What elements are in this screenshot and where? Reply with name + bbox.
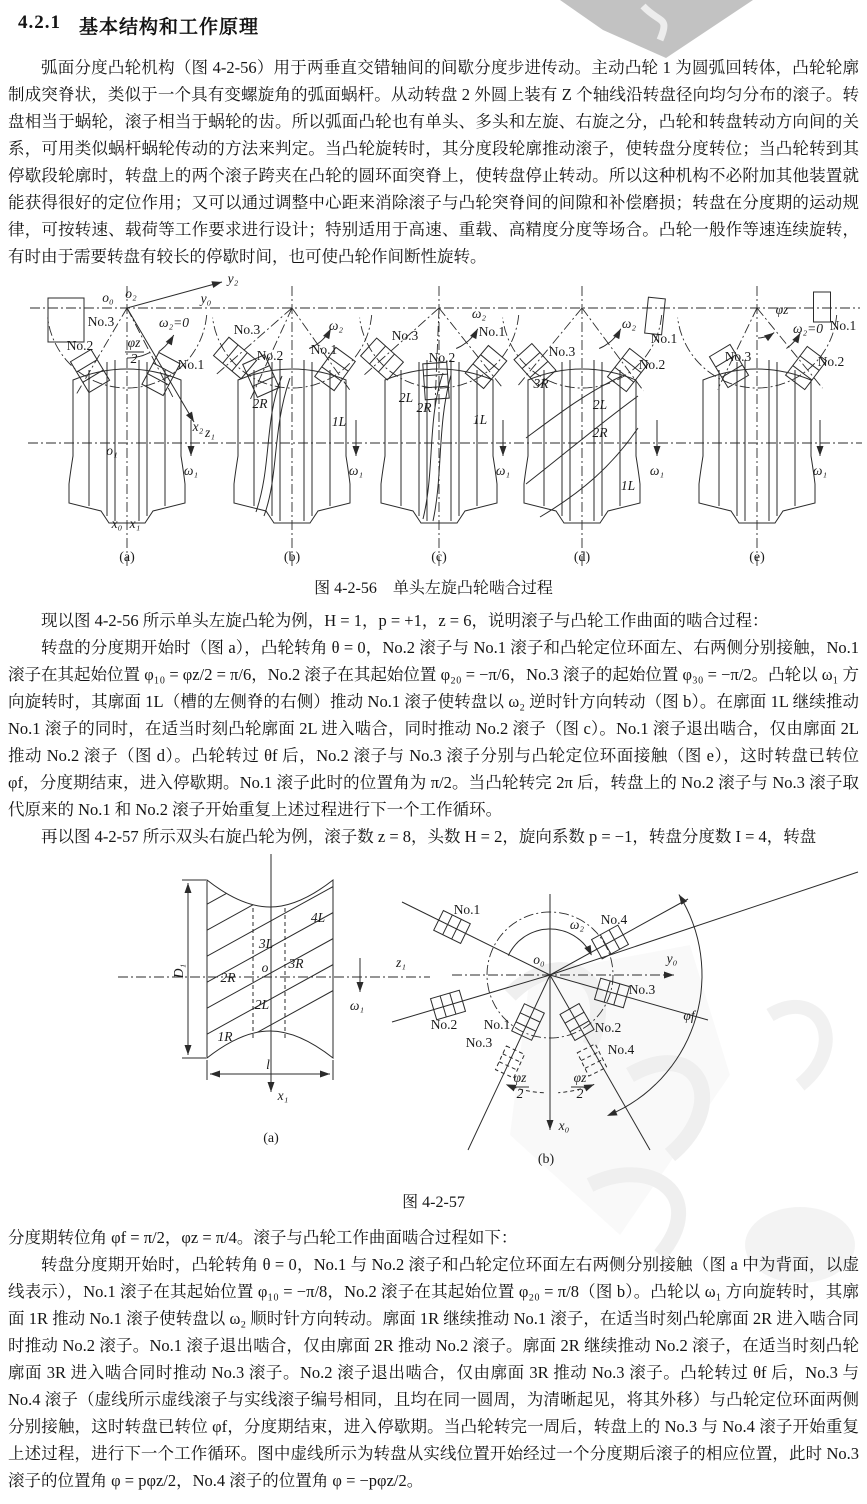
figure-label: ω₂ xyxy=(621,316,637,331)
figure-label: No.1 xyxy=(453,902,481,917)
figure-label: ω₁ xyxy=(349,998,365,1013)
figure-label: φz xyxy=(513,1070,527,1085)
figure-4-2-57-caption: 图 4-2-57 xyxy=(402,1194,465,1211)
figure-label: No.1 xyxy=(177,357,205,372)
paragraph-example1-lead: 现以图 4-2-56 所示单头左旋凸轮为例，H = 1，p = +1，z = 6，说明滚子与凸轮工作曲面的啮合过程： xyxy=(41,611,769,630)
figure-label: x₁ xyxy=(129,516,141,531)
figure-label: x₁ xyxy=(277,1088,289,1103)
figure-label: o₁ xyxy=(106,443,118,458)
figure-label: 3L xyxy=(258,936,274,951)
panel-tag: (e) xyxy=(749,550,765,565)
figure-label: z₁ xyxy=(205,425,215,440)
panel-tag: (a) xyxy=(263,1131,279,1146)
figure-label: ω₁ xyxy=(348,463,364,478)
figure-label: No.2 xyxy=(256,348,284,363)
figure-label: 1L xyxy=(620,478,636,493)
figure-4-2-56 xyxy=(0,270,867,570)
figure-label: 2L xyxy=(254,997,270,1012)
figure-label: D₁ xyxy=(171,963,186,979)
figure-label: φf xyxy=(683,1008,695,1023)
figure-label: ω₁ xyxy=(495,463,511,478)
paragraph-example1-process: 转盘的分度期开始时（图 a），凸轮转角 θ = 0，No.2 滚子与 No.1 滚子和凸轮定位环面左、右两侧分别接触，No.1 滚子在其起始位置 φ₁₀ = φz/2 = π/6，No.2 滚子在其起始位置 φ₂₀ = −π/6，No.3 滚子的起始位置 φ₃₀ = −π/2。凸轮以 ω₁ 方向旋转时，其廓面 1L（槽的左侧脊的右侧）推动 No.1 滚子使转盘以 ω₂ 逆时针方向转动（图 b）。在廓面 1L 继续推动 No.1 滚子的同时，在适当时刻凸轮廓面 2L 进入啮合，同时推动 No.2 滚子（图 c）。No.1 滚子退出啮合，仅由廓面 2L 推动 No.2 滚子（图 d）。凸轮转过 θf 后，No.2 滚子与 No.3 滚子分别与凸轮定位环面接触（图 e），这时转盘已转位 φf，分度期结束，进入停歇期。No.1 滚子此时的位置角为 π/2。当凸轮转完 2π 后，转盘上的 No.2 滚子与 No.3 滚子取代原来的 No.1 和 No.2 滚子开始重复上述过程进行下一个工作循环。 xyxy=(8,638,859,819)
figure-label: 2L xyxy=(398,390,414,405)
figure-label: No.2 xyxy=(817,354,845,369)
panel-tag: (c) xyxy=(431,550,447,565)
figure-label: ω₂ xyxy=(569,917,585,932)
figure-label: No.4 xyxy=(607,1042,635,1057)
figure-label: No.3 xyxy=(233,322,261,337)
paragraph-example2-lead: 再以图 4-2-57 所示双头右旋凸轮为例，滚子数 z = 8，头数 H = 2，旋向系数 p = −1，转盘分度数 I = 4，转盘 xyxy=(41,827,817,846)
figure-label: 1L xyxy=(331,414,347,429)
figure-label: 3R xyxy=(288,956,304,971)
figure-label: ω₂ xyxy=(471,306,487,321)
figure-label: ω₁ xyxy=(649,463,665,478)
figure-label: No.2 xyxy=(66,338,94,353)
figure-label: 2R xyxy=(592,425,608,440)
panel-tag: (d) xyxy=(573,550,591,565)
figure-label: l xyxy=(266,1057,270,1072)
panel-tag: (a) xyxy=(119,550,135,565)
panel-tag: (b) xyxy=(537,1152,555,1167)
figure-label: x₀ xyxy=(111,516,123,531)
section-title: 基本结构和工作原理 xyxy=(79,17,260,38)
figure-label: No.1 xyxy=(650,331,678,346)
figure-label: No.3 xyxy=(87,314,115,329)
figure-label: y₂ xyxy=(227,271,239,286)
figure-label: 2L xyxy=(592,397,608,412)
panel-tag: (b) xyxy=(283,550,301,565)
figure-label: 1L xyxy=(472,412,488,427)
figure-label: No.3 xyxy=(724,349,752,364)
figure-label: 2R xyxy=(220,970,236,985)
figure-4-2-57 xyxy=(0,850,867,1180)
figure-label: 2R xyxy=(416,400,432,415)
figure-label: No.1 xyxy=(829,318,857,333)
figure-label: o₀ xyxy=(533,952,545,967)
figure-label: o₂ xyxy=(125,286,137,301)
figure-label: y₀ xyxy=(666,951,678,966)
figure-label: 2 xyxy=(516,1086,524,1101)
figure-label: φz xyxy=(573,1070,587,1085)
figure-label: No.3 xyxy=(391,328,419,343)
figure-label: No.1 xyxy=(310,342,338,357)
figure-label: φz xyxy=(127,335,141,350)
figure-label: o₀ xyxy=(102,290,114,305)
paragraph-example2-continued: 分度期转位角 φf = π/2，φz = π/4。滚子与凸轮工作曲面啮合过程如下： xyxy=(8,1228,518,1247)
figure-label: 3R xyxy=(533,376,549,391)
figure-label: No.4 xyxy=(600,912,628,927)
figure-label: o xyxy=(261,960,269,975)
figure-label: No.1 xyxy=(483,1017,511,1032)
figure-label: No.2 xyxy=(428,350,456,365)
figure-label: ω₁ xyxy=(812,463,828,478)
figure-label: 2 xyxy=(576,1086,584,1101)
figure-label: No.3 xyxy=(628,982,656,997)
figure-label: ω₂=0 xyxy=(792,321,824,336)
figure-label: ω₁ xyxy=(183,463,199,478)
figure-label: No.1 xyxy=(478,324,506,339)
figure-label: No.2 xyxy=(594,1020,622,1035)
figure-label: 2R xyxy=(252,396,268,411)
figure-label: x₂ xyxy=(192,419,204,434)
figure-label: z₁ xyxy=(396,955,406,970)
paragraph-example2-process: 转盘分度期开始时，凸轮转角 θ = 0，No.1 与 No.2 滚子和凸轮定位环面左右两侧分别接触（图 a 中为背面，以虚线表示），No.1 滚子在其起始位置 φ₁₀ = −π/8，No.2 滚子在其起始位置 φ₂₀ = π/8（图 b）。凸轮以 ω₁ 方向旋转时，其廓面 1R 推动 No.1 滚子使转盘以 ω₂ 顺时针方向转动。廓面 1R 继续推动 No.1 滚子，在适当时刻凸轮廓面 2R 进入啮合同时推动 No.2 滚子。No.1 滚子退出啮合，仅由廓面 2R 推动 No.2 滚子。廓面 2R 继续推动 No.2 滚子，在适当时刻凸轮廓面 3R 进入啮合同时推动 No.3 滚子。No.2 滚子退出啮合，仅由廓面 3R 推动 No.3 滚子。凸轮转过 θf 后，No.3 与 No.4 滚子（虚线所示虚线滚子与实线滚子编号相同，且均在同一圆周，为清晰起见，将其外移）与凸轮定位环面两侧分别接触，这时转盘已转位 φf，分度期结束，进入停歇期。当凸轮转完一周后，转盘上的 No.3 与 No.4 滚子开始重复上述过程，进行下一个工作循环。图中虚线所示为转盘从实线位置开始经过一个分度期后滚子的相应位置，此时 No.3 滚子的位置角 φ = pφz/2，No.4 滚子的位置角 φ = −pφz/2。 xyxy=(8,1255,859,1490)
figure-label: 4L xyxy=(310,910,326,925)
figure-label: No.3 xyxy=(548,344,576,359)
section-heading xyxy=(18,12,859,39)
figure-label: ω₂ xyxy=(328,318,344,333)
figure-label: No.2 xyxy=(638,357,666,372)
figure-label: φz xyxy=(775,302,789,317)
figure-label: ω₂=0 xyxy=(158,315,190,330)
figure-label: No.3 xyxy=(465,1035,493,1050)
figure-label: y₀ xyxy=(200,291,212,306)
figure-label: x₀ xyxy=(558,1118,570,1133)
figure-label: 1R xyxy=(217,1029,233,1044)
section-number: 4.2.1 xyxy=(18,12,61,33)
paragraph-intro: 弧面分度凸轮机构（图 4-2-56）用于两垂直交错轴间的间歇分度步进传动。主动凸轮 1 为圆弧回转体，凸轮轮廓制成突脊状，类似于一个具有变螺旋角的弧面蜗杆。从动转盘 2 外圆上装有 Z 个轴线沿转盘径向均匀分布的滚子。转盘相当于蜗轮，滚子相当于蜗轮的齿。所以弧面凸轮也有单头、多头和左旋、右旋之分，凸轮和转盘转动方向间的关系，可用类似蜗杆蜗轮传动的方法来判定。当凸轮旋转时，其分度段轮廓推动滚子，使转盘分度转位；当凸轮转到其停歇段轮廓时，转盘上的两个滚子跨夹在凸轮的圆环面突脊上，使转盘停止转动。所以这种机构不必附加其他装置就能获得很好的定位作用；又可以通过调整中心距来消除滚子与凸轮突脊间的间隙和补偿磨损；转盘在分度期的运动规律，可按转速、载荷等工作要求进行设计；特别适用于高速、重载、高精度分度等场合。凸轮一般作等速连续旋转，有时由于需要转盘有较长的停歇时间，也可使凸轮作间断性旋转。 xyxy=(8,58,859,266)
figure-label: No.2 xyxy=(430,1017,458,1032)
figure-label: 2 xyxy=(130,351,138,366)
figure-4-2-56-caption: 图 4-2-56 单头左旋凸轮啮合过程 xyxy=(314,580,553,597)
